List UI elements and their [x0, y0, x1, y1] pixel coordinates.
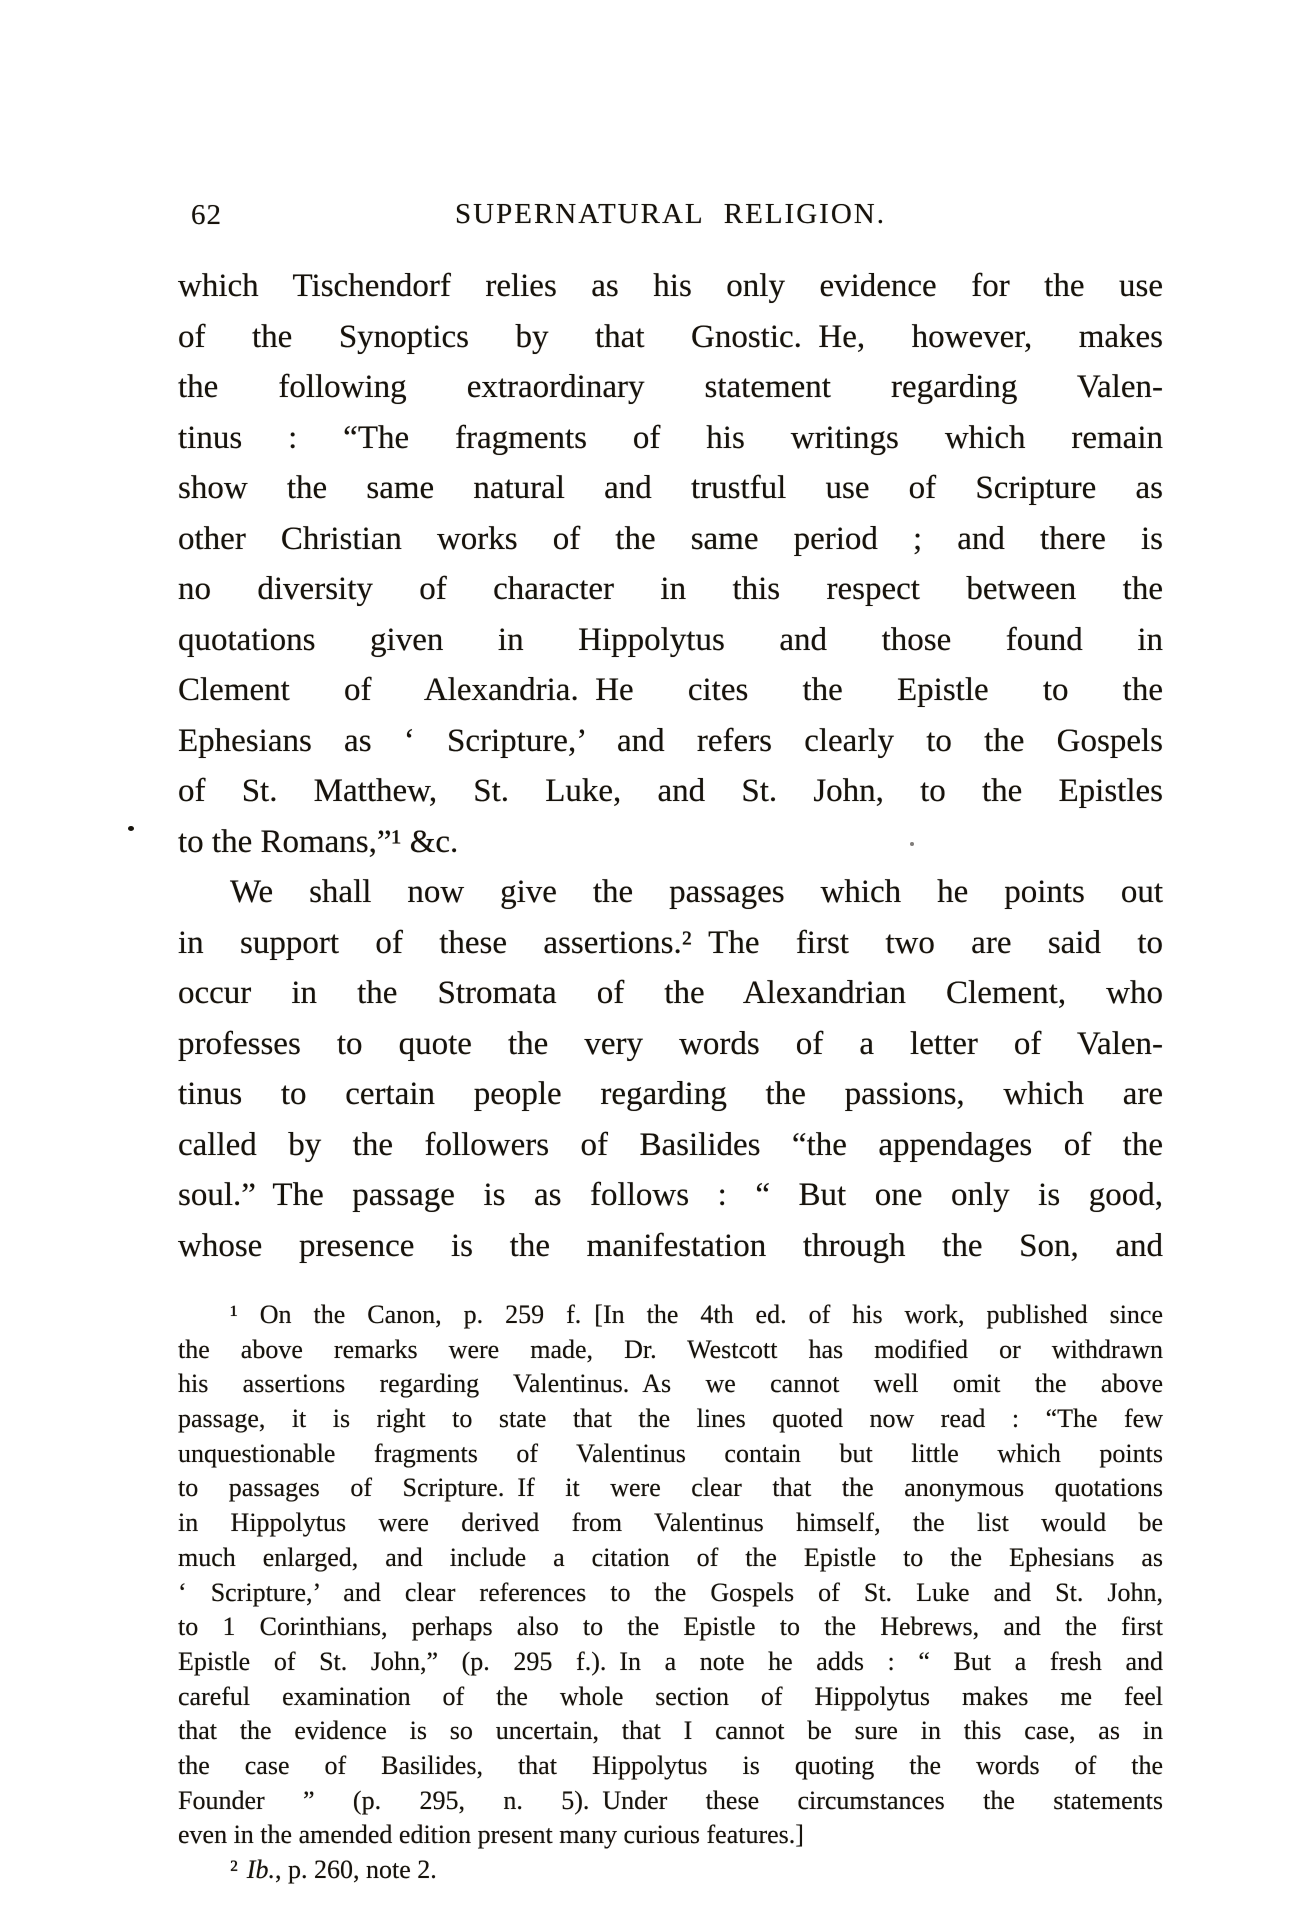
page-header: [178, 197, 1163, 239]
text-line: called by the followers of Basilides “the appendages of the: [178, 1126, 1163, 1163]
text-line: the following extraordinary statement regarding Valen-: [178, 369, 1163, 405]
text-line: his assertions regarding Valentinus. As we cannot well omit the above: [178, 1369, 1163, 1399]
footnote-2-reference: , p. 260, note 2.: [274, 1855, 437, 1884]
footnote-2-marker: ²: [230, 1855, 238, 1884]
text-line: that the evidence is so uncertain, that I cannot be sure in this case, as in: [178, 1716, 1163, 1746]
text-line: to 1 Corinthians, perhaps also to the Epistle to the Hebrews, and the first: [178, 1612, 1163, 1642]
text-line: show the same natural and trustful use of Scripture as: [178, 470, 1163, 506]
text-line: in Hippolytus were derived from Valentinus himself, the list would be: [178, 1508, 1163, 1538]
text-line: of St. Matthew, St. Luke, and St. John, to the Epistles: [178, 773, 1163, 809]
text-line: to the Romans,”¹ &c.: [178, 823, 459, 860]
scan-speck: [910, 842, 914, 846]
text-line: whose presence is the manifestation through the Son, and: [178, 1227, 1163, 1264]
text-line: other Christian works of the same period ; and there is: [178, 520, 1163, 557]
paragraph-2: [178, 867, 1163, 1271]
text-line: the case of Basilides, that Hippolytus is quoting the words of the: [178, 1750, 1163, 1780]
paragraph-1: [178, 261, 1163, 867]
text-line: passage, it is right to state that the lines quoted now read : “The few: [178, 1404, 1163, 1434]
text-line: Founder ” (p. 295, n. 5). Under these circumstances the statements: [178, 1785, 1163, 1815]
text-line: Epistle of St. John,” (p. 295 f.). In a note he adds : “ But a fresh and: [178, 1646, 1163, 1676]
text-line: no diversity of character in this respect between the: [178, 571, 1163, 607]
text-line: quotations given in Hippolytus and those found in: [178, 621, 1163, 658]
page-body: [178, 261, 1163, 1271]
footnote-2-source: Ib.: [246, 1855, 275, 1884]
text-line: the above remarks were made, Dr. Westcott has modified or withdrawn: [178, 1334, 1163, 1364]
footnote-1: [178, 1298, 1163, 1853]
text-line: ‘ Scripture,’ and clear references to the Gospels of St. Luke and St. John,: [178, 1577, 1163, 1607]
text-line: unquestionable fragments of Valentinus contain but little which points: [178, 1438, 1163, 1468]
text-line: careful examination of the whole section of Hippolytus makes me feel: [178, 1681, 1163, 1711]
footnote-2: [178, 1853, 1163, 1888]
text-line: of the Synoptics by that Gnostic. He, however, makes: [178, 318, 1163, 355]
text-line: soul.” The passage is as follows : “ But one only is good,: [178, 1177, 1163, 1213]
text-line: in support of these assertions.² The first two are said to: [178, 924, 1163, 961]
text-line: which Tischendorf relies as his only evidence for the use: [178, 268, 1163, 304]
text-line: professes to quote the very words of a letter of Valen-: [178, 1025, 1163, 1062]
page-number: 62: [191, 199, 222, 231]
text-line: We shall now give the passages which he points out: [230, 874, 1163, 910]
text-line: Clement of Alexandria. He cites the Epistle to the: [178, 672, 1163, 708]
text-line: tinus : “The fragments of his writings which remain: [178, 419, 1163, 456]
text-line: even in the amended edition present many curious features.]: [178, 1820, 804, 1850]
text-line: tinus to certain people regarding the passions, which are: [178, 1076, 1163, 1112]
text-line: ¹ On the Canon, p. 259 f. [In the 4th ed. of his work, published since: [230, 1300, 1163, 1329]
scan-speck: [128, 826, 134, 831]
text-line: to passages of Scripture. If it were clear that the anonymous quotations: [178, 1473, 1163, 1503]
running-title: SUPERNATURAL RELIGION.: [455, 198, 886, 230]
footnotes: [178, 1298, 1163, 1888]
text-line: much enlarged, and include a citation of the Epistle to the Ephesians as: [178, 1542, 1163, 1572]
text-line: occur in the Stromata of the Alexandrian Clement, who: [178, 975, 1163, 1011]
text-line: Ephesians as ‘ Scripture,’ and refers clearly to the Gospels: [178, 722, 1163, 759]
